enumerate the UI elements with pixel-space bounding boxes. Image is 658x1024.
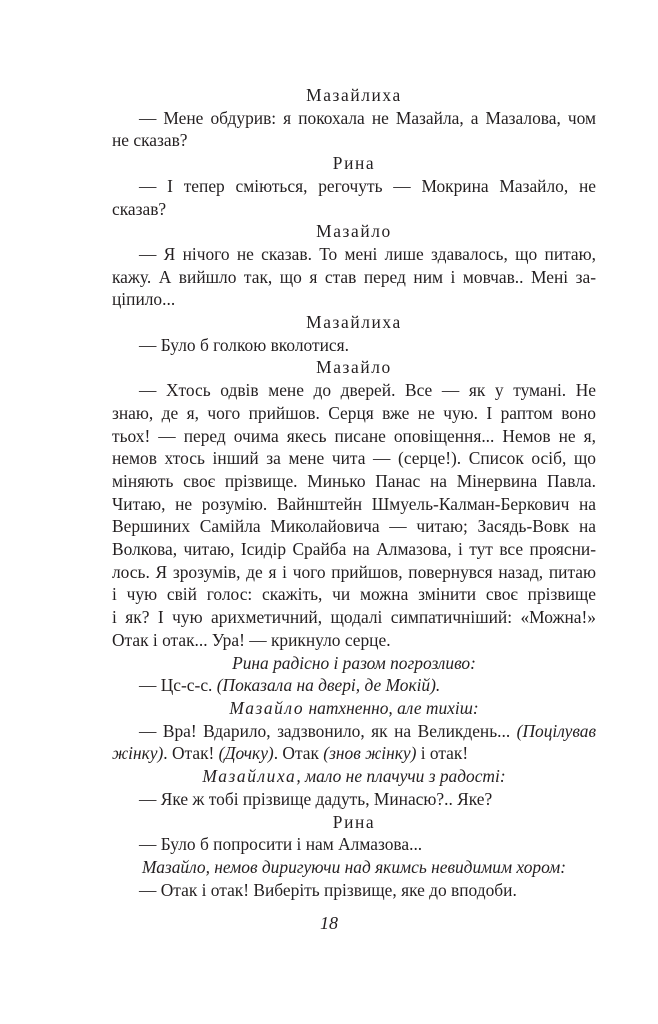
speaker-name: Рина <box>332 811 376 832</box>
stage-direction: Мазайло, немов диригуючи над якимсь невидимим хором: <box>141 856 567 877</box>
dialogue-line: ціпило... <box>112 289 176 310</box>
dialogue-line: жінку). Отак! (Дочку). Отак (знов жінку) і отак! <box>112 743 469 764</box>
dialogue-line: Вершиних Самійла Миколайовича — читаю; Засядь-Вовк на <box>112 516 596 537</box>
stage-direction: Мазайлиха, мало не плачучи з радості: <box>202 766 506 787</box>
dialogue-line: міняють своє прізвище. Минько Панас на Мінервина Павла. <box>112 470 596 491</box>
speaker-name: Мазайлиха <box>306 312 402 333</box>
dialogue-line: знаю, де я, чого прийшов. Серця вже не чую. І раптом воно <box>112 402 596 423</box>
dialogue-line: Читаю, не розумію. Вайнштейн Шмуель-Калман-Беркович на <box>112 493 596 514</box>
dialogue-line: сказав? <box>112 198 167 219</box>
dialogue-line: немов хтось інший за мене чита — (серце!). Список осіб, що <box>112 448 596 469</box>
dialogue-line: — Мене обдурив: я покохала не Мазайла, а Мазалова, чом <box>139 107 596 128</box>
page-text <box>112 84 596 901</box>
dialogue-line: — Хтось одвів мене до дверей. Все — як у тумані. Не <box>139 380 596 401</box>
dialogue-line: — Вра! Вдарило, задзвонило, як на Великдень... (Поцілував <box>139 720 596 741</box>
dialogue-line: не сказав? <box>112 130 188 151</box>
speaker-name: Рина <box>332 153 376 174</box>
dialogue-line: — Отак і отак! Виберіть прізвище, яке до вподоби. <box>139 879 517 900</box>
dialogue-line: і як? І чую арихметичний, щодалі симпатичніший: «Можна!» <box>112 607 596 628</box>
dialogue-line: — Я нічого не сказав. То мені лише здавалось, що питаю, <box>139 243 596 264</box>
dialogue-line: — Цс-с-с. (Показала на двері, де Мокій). <box>139 675 441 696</box>
speaker-name: Мазайлиха <box>306 85 402 105</box>
dialogue-line: і чую свій голос: скажіть, чи можна змінити своє прізвище <box>112 584 596 605</box>
page-number: 18 <box>320 913 338 933</box>
stage-direction: Рина радісно і разом погрозливо: <box>232 652 476 673</box>
dialogue-line: лось. Я зрозумів, де я і чого прийшов, повернувся назад, питаю <box>112 561 596 582</box>
dialogue-line: — Яке ж тобі прізвище дадуть, Минасю?.. Яке? <box>139 788 493 809</box>
stage-direction: Мазайло натхненно, але тихіш: <box>229 697 479 718</box>
dialogue-line: — І тепер сміються, регочуть — Мокрина Мазайло, не <box>139 175 596 196</box>
dialogue-line: тьох! — перед очима якесь писане оповіщення... Немов не я, <box>112 425 596 446</box>
speaker-name: Мазайло <box>316 221 392 242</box>
dialogue-line: кажу. А вийшло так, що я став перед ним і мовчав.. Мені за- <box>112 266 596 287</box>
dialogue-line: Отак і отак... Ура! — крикнуло серце. <box>112 629 391 650</box>
dialogue-line: — Було б голкою вколотися. <box>139 334 349 355</box>
dialogue-line: Волкова, читаю, Ісидір Срайба на Алмазова, і тут все проясни- <box>112 539 596 560</box>
dialogue-line: — Було б попросити і нам Алмазова... <box>139 834 423 855</box>
speaker-name: Мазайло <box>316 357 392 378</box>
